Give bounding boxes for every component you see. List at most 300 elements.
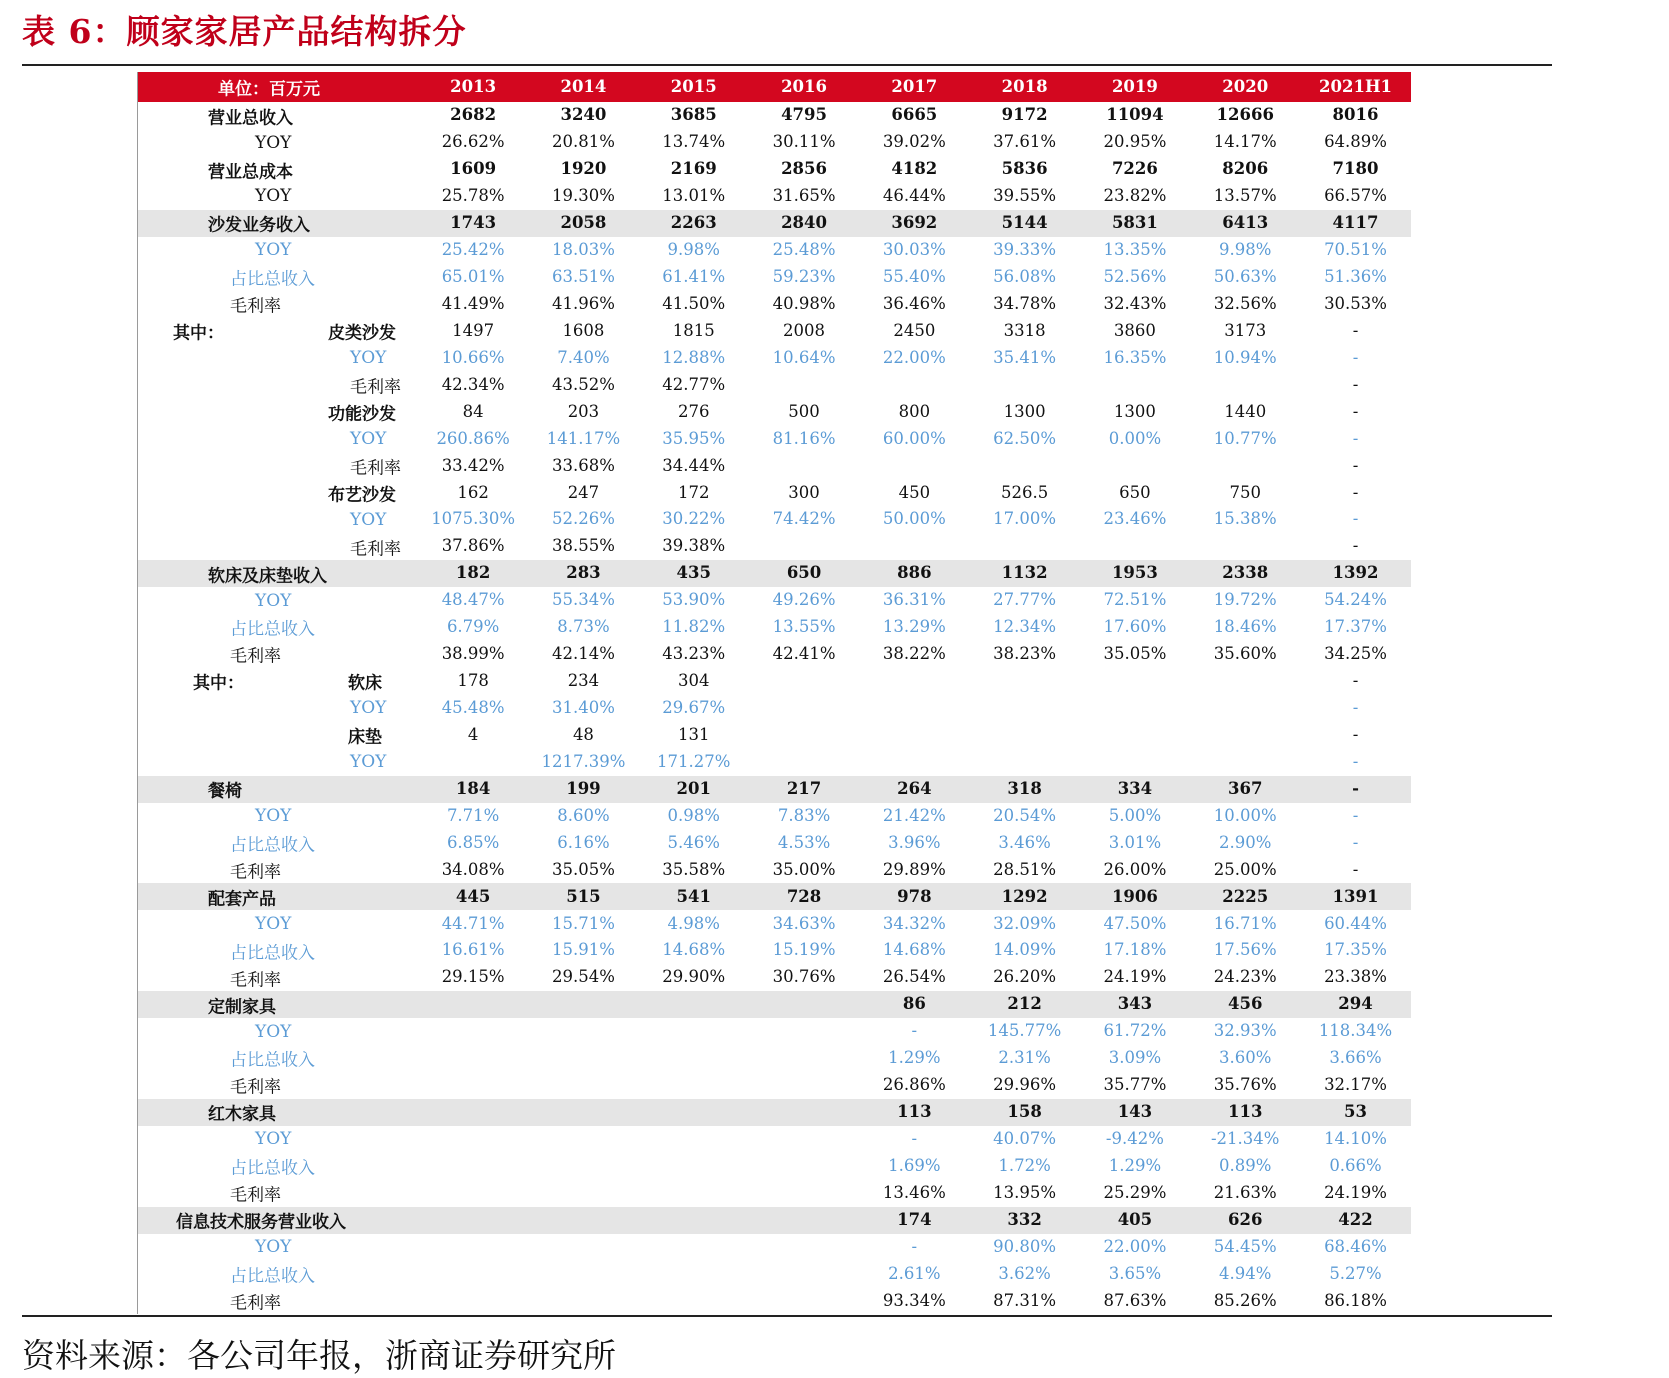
table-row	[138, 156, 1411, 183]
value-cell: 118.34%	[1318, 1021, 1393, 1041]
value-cell: 5836	[1001, 159, 1048, 179]
value-cell: 55.34%	[551, 590, 615, 610]
value-cell: 42.77%	[662, 374, 726, 394]
value-cell: 13.57%	[1213, 186, 1277, 206]
value-cell: 54.45%	[1213, 1236, 1277, 1256]
value-cell: 42.41%	[772, 644, 836, 664]
row-label: 毛利率	[350, 377, 401, 398]
value-cell: 2.90%	[1219, 832, 1272, 852]
value-cell: 0.98%	[667, 805, 720, 825]
value-cell: 46.44%	[882, 186, 946, 206]
value-cell: 64.89%	[1324, 132, 1387, 152]
row-label-cell	[138, 856, 418, 883]
value-cell: 15.71%	[551, 913, 615, 933]
table-caption: 表 6：顾家家居产品结构拆分	[22, 12, 467, 51]
value-cell: 182	[455, 563, 491, 583]
value-cell: 32.93%	[1213, 1021, 1277, 1041]
row-label: 床垫	[348, 727, 382, 748]
value-cell: 10.66%	[441, 347, 505, 367]
value-cell: 70.51%	[1324, 240, 1387, 260]
value-cell: 12.88%	[662, 347, 726, 367]
row-label-cell	[138, 318, 418, 345]
row-label-cell	[138, 695, 418, 722]
value-cell: 2.31%	[998, 1048, 1051, 1068]
value-cell: 11094	[1106, 105, 1164, 125]
value-cell: 41.49%	[441, 293, 505, 313]
value-cell: 541	[676, 886, 711, 906]
table-body	[138, 72, 1411, 1314]
value-cell: -	[1352, 374, 1359, 394]
value-cell: 456	[1228, 994, 1263, 1014]
value-cell: 515	[566, 886, 601, 906]
table-row	[138, 237, 1411, 264]
row-label-cell	[138, 533, 418, 560]
value-cell: 86.18%	[1324, 1290, 1387, 1310]
header-year-cell: 2015	[670, 76, 717, 96]
value-cell: 6413	[1222, 213, 1269, 233]
value-cell: 34.32%	[882, 913, 946, 933]
value-cell: 201	[676, 778, 711, 798]
row-label-cell	[138, 183, 418, 210]
value-cell: 29.96%	[993, 1075, 1057, 1095]
table-row	[138, 1072, 1411, 1099]
row-label-cell	[138, 102, 418, 129]
row-label-cell	[138, 668, 418, 695]
value-cell: 6.16%	[557, 832, 610, 852]
table-row	[138, 291, 1411, 318]
row-label-cell	[138, 1018, 418, 1045]
value-cell: 60.44%	[1324, 913, 1387, 933]
value-cell: -	[1352, 698, 1359, 717]
value-cell: 1075.30%	[431, 509, 516, 529]
row-label: 软床及床垫收入	[208, 566, 327, 587]
header-year-cell: 2019	[1111, 76, 1158, 96]
value-cell: -	[1352, 832, 1359, 852]
value-cell: 3.62%	[998, 1263, 1051, 1283]
value-cell: 4182	[891, 159, 938, 179]
value-cell: 9.98%	[1219, 240, 1272, 260]
table-row	[138, 776, 1411, 803]
value-cell: 35.05%	[1103, 644, 1167, 664]
value-cell: 12666	[1216, 105, 1274, 125]
value-cell: 20.81%	[551, 132, 615, 152]
value-cell: -	[911, 1021, 918, 1041]
row-label: 占比总收入	[230, 619, 315, 640]
value-cell: 3.01%	[1108, 832, 1162, 852]
value-cell: 42.14%	[551, 644, 615, 664]
value-cell: 1815	[672, 320, 715, 340]
row-label: 毛利率	[230, 970, 281, 991]
value-cell: 1497	[452, 320, 495, 340]
value-cell: 23.38%	[1324, 967, 1387, 987]
header-unit-label: 单位：百万元	[218, 79, 320, 100]
value-cell: 35.60%	[1213, 644, 1277, 664]
value-cell: 35.95%	[662, 428, 726, 448]
table-row	[138, 829, 1411, 856]
value-cell: 217	[786, 778, 822, 798]
value-cell: 750	[1229, 482, 1261, 502]
value-cell: -	[1352, 401, 1359, 421]
table-row	[138, 345, 1411, 372]
value-cell: 16.35%	[1103, 347, 1167, 367]
table-row	[138, 883, 1411, 910]
value-cell: -	[1352, 536, 1359, 556]
value-cell: -	[1352, 482, 1359, 502]
table-row	[138, 210, 1411, 237]
value-cell: 247	[567, 482, 600, 502]
value-cell: 113	[897, 1102, 932, 1122]
row-label-cell	[138, 1260, 418, 1287]
table-row	[138, 1153, 1411, 1180]
value-cell: 5.46%	[667, 832, 720, 852]
value-cell: 158	[1007, 1102, 1042, 1122]
value-cell: 30.53%	[1324, 293, 1387, 313]
row-label: 毛利率	[230, 1293, 281, 1314]
value-cell: 86	[902, 994, 926, 1014]
value-cell: 3173	[1224, 320, 1267, 340]
value-cell: 38.55%	[551, 536, 615, 556]
row-label-cell	[138, 345, 418, 372]
row-label: YOY	[255, 186, 292, 207]
row-label-cell	[138, 1126, 418, 1153]
value-cell: 1.29%	[1108, 1155, 1162, 1175]
value-cell: 1292	[1001, 886, 1048, 906]
row-label: YOY	[255, 1129, 292, 1150]
value-cell: 87.31%	[993, 1290, 1057, 1310]
value-cell: 30.76%	[772, 967, 836, 987]
row-label: YOY	[255, 806, 292, 826]
row-label: 营业总成本	[208, 162, 293, 182]
value-cell: 17.56%	[1213, 940, 1277, 960]
value-cell: 15.38%	[1213, 509, 1277, 529]
value-cell: 1.72%	[998, 1155, 1051, 1175]
value-cell: -	[911, 1236, 918, 1256]
value-cell: 25.42%	[441, 240, 505, 260]
source-note: 资料来源：各公司年报，浙商证券研究所	[22, 1336, 616, 1375]
value-cell: 203	[567, 401, 600, 421]
value-cell: 5144	[1001, 213, 1048, 233]
value-cell: 61.41%	[662, 267, 726, 286]
row-label-cell	[138, 291, 418, 318]
table-row	[138, 264, 1411, 291]
value-cell: 29.54%	[551, 967, 615, 987]
value-cell: 10.77%	[1213, 428, 1277, 448]
value-cell: 1392	[1332, 563, 1379, 583]
value-cell: 50.63%	[1213, 267, 1277, 286]
value-cell: 17.00%	[993, 509, 1057, 529]
value-cell: 34.63%	[772, 913, 836, 933]
value-cell: 178	[457, 671, 489, 691]
value-cell: 450	[898, 482, 931, 502]
value-cell: 4.98%	[667, 913, 720, 933]
value-cell: 1.29%	[888, 1048, 941, 1068]
value-cell: 304	[677, 671, 710, 691]
row-label: YOY	[350, 348, 387, 369]
table-row	[138, 1260, 1411, 1287]
row-label: YOY	[350, 698, 387, 719]
table-row	[138, 1018, 1411, 1045]
row-label-cell	[138, 829, 418, 856]
value-cell: 2225	[1222, 886, 1269, 906]
value-cell: 650	[1119, 482, 1151, 502]
value-cell: 66.57%	[1324, 186, 1387, 206]
value-cell: 212	[1007, 994, 1042, 1014]
value-cell: 5.00%	[1108, 805, 1162, 825]
value-cell: 31.65%	[772, 186, 836, 206]
value-cell: 25.29%	[1103, 1182, 1167, 1202]
row-label: YOY	[350, 752, 387, 773]
table-row	[138, 937, 1411, 964]
value-cell: 22.00%	[1103, 1236, 1167, 1256]
value-cell: 36.31%	[882, 590, 946, 610]
value-cell: 54.24%	[1324, 590, 1387, 610]
row-label: 占比总收入	[230, 835, 315, 856]
value-cell: -	[1352, 724, 1359, 744]
header-year-cell: 2013	[450, 76, 497, 96]
value-cell: 276	[677, 401, 710, 421]
table-row	[138, 1126, 1411, 1153]
row-label-cell	[138, 749, 418, 776]
row-label: 红木家具	[208, 1104, 276, 1125]
row-group-prefix: 其中：	[173, 323, 224, 344]
table-row	[138, 560, 1411, 587]
value-cell: 33.42%	[441, 455, 505, 475]
value-cell: 1.69%	[888, 1155, 941, 1175]
value-cell: 18.46%	[1213, 617, 1277, 637]
row-label-cell	[138, 641, 418, 668]
row-label-cell	[138, 910, 418, 937]
value-cell: 2840	[781, 213, 827, 233]
value-cell: 47.50%	[1103, 913, 1167, 933]
table-row	[138, 991, 1411, 1018]
table-row	[138, 641, 1411, 668]
table-row	[138, 1045, 1411, 1072]
value-cell: 25.48%	[772, 240, 836, 260]
value-cell: 39.02%	[882, 132, 946, 152]
row-label: 占比总收入	[230, 1266, 315, 1287]
table-row	[138, 318, 1411, 345]
value-cell: 16.61%	[441, 940, 505, 960]
table-row	[138, 964, 1411, 991]
value-cell: 40.07%	[993, 1129, 1057, 1148]
value-cell: 30.03%	[882, 240, 946, 260]
table-row	[138, 533, 1411, 560]
value-cell: 1920	[560, 159, 607, 179]
value-cell: 24.19%	[1324, 1182, 1387, 1202]
table-row	[138, 1099, 1411, 1126]
table-row	[138, 749, 1411, 776]
row-label: 占比总收入	[230, 1050, 315, 1071]
value-cell: 36.46%	[882, 293, 946, 313]
value-cell: 32.43%	[1103, 293, 1167, 313]
value-cell: 2338	[1222, 563, 1269, 583]
product-structure-table	[137, 72, 1411, 1314]
value-cell: 3240	[560, 105, 607, 125]
table-row	[138, 1287, 1411, 1314]
value-cell: 17.35%	[1324, 940, 1387, 960]
value-cell: 8016	[1332, 105, 1379, 125]
value-cell: -	[1352, 859, 1359, 879]
value-cell: 61.72%	[1103, 1021, 1167, 1041]
value-cell: 3860	[1113, 320, 1156, 340]
value-cell: 29.90%	[662, 967, 726, 987]
value-cell: 38.22%	[882, 644, 946, 664]
value-cell: 35.41%	[993, 347, 1057, 367]
table-row	[138, 1234, 1411, 1261]
row-label: YOY	[255, 1237, 292, 1257]
header-year-cell: 2017	[891, 76, 938, 96]
value-cell: 2263	[670, 213, 717, 233]
row-label-cell	[138, 883, 418, 910]
value-cell: 3685	[670, 105, 717, 125]
value-cell: 26.20%	[993, 967, 1057, 987]
value-cell: 39.33%	[993, 240, 1057, 260]
value-cell: 39.55%	[993, 186, 1057, 206]
value-cell: 63.51%	[551, 267, 615, 286]
row-label: YOY	[255, 913, 292, 934]
value-cell: 14.10%	[1324, 1129, 1387, 1148]
value-cell: 3.09%	[1108, 1048, 1162, 1068]
value-cell: 5831	[1111, 213, 1158, 233]
value-cell: -	[1352, 751, 1359, 771]
row-label: 占比总收入	[230, 943, 315, 964]
value-cell: 7180	[1332, 159, 1379, 179]
row-label-cell	[138, 803, 418, 830]
value-cell: 7.83%	[777, 805, 831, 825]
value-cell: 13.55%	[772, 617, 836, 637]
value-cell: 32.17%	[1324, 1075, 1387, 1095]
table-row	[138, 614, 1411, 641]
value-cell: 62.50%	[993, 428, 1057, 448]
value-cell: 1608	[562, 320, 605, 340]
row-label-cell	[138, 506, 418, 533]
value-cell: 9.98%	[667, 240, 720, 260]
value-cell: 113	[1228, 1102, 1263, 1122]
row-label-cell	[138, 1153, 418, 1180]
value-cell: 143	[1117, 1102, 1153, 1122]
value-cell: 1906	[1111, 886, 1158, 906]
header-year-cell: 2016	[781, 76, 827, 96]
table-row	[138, 1207, 1411, 1234]
row-label: 功能沙发	[328, 404, 396, 425]
value-cell: 7.40%	[557, 347, 610, 367]
row-label: 毛利率	[230, 1185, 281, 1206]
value-cell: 2169	[670, 159, 717, 179]
value-cell: 2682	[450, 105, 497, 125]
value-cell: 3692	[891, 213, 938, 233]
value-cell: 5.27%	[1329, 1263, 1382, 1283]
value-cell: 48	[572, 724, 594, 744]
row-label-cell	[138, 614, 418, 641]
header-year-cell: 2020	[1222, 76, 1269, 96]
value-cell: 24.19%	[1103, 967, 1167, 987]
row-label-cell	[138, 776, 418, 803]
row-label-cell	[138, 964, 418, 991]
row-label: 布艺沙发	[328, 485, 396, 506]
value-cell: 10.00%	[1213, 805, 1277, 825]
value-cell: 43.52%	[551, 374, 615, 394]
value-cell: 3.46%	[998, 832, 1051, 852]
value-cell: 40.98%	[772, 293, 836, 313]
top-rule	[22, 64, 1552, 66]
table-row	[138, 722, 1411, 749]
value-cell: 4117	[1332, 213, 1379, 233]
row-label-cell	[138, 425, 418, 452]
value-cell: -	[1352, 347, 1359, 367]
value-cell: 172	[677, 482, 710, 502]
value-cell: 500	[788, 401, 820, 421]
value-cell: 44.71%	[441, 913, 505, 933]
value-cell: 52.56%	[1103, 267, 1167, 286]
table-row	[138, 183, 1411, 210]
row-label-cell	[138, 560, 418, 587]
value-cell: 30.11%	[772, 132, 836, 152]
table-row	[138, 102, 1411, 129]
table-row	[138, 372, 1411, 399]
value-cell: 10.94%	[1213, 347, 1277, 367]
header-unit-cell	[138, 72, 418, 102]
table-row	[138, 425, 1411, 452]
value-cell: 445	[455, 886, 491, 906]
value-cell: -	[1352, 509, 1359, 529]
value-cell: 52.26%	[551, 509, 615, 529]
value-cell: 25.78%	[441, 186, 505, 206]
table-row	[138, 587, 1411, 614]
table-row	[138, 1180, 1411, 1207]
value-cell: -	[911, 1129, 918, 1148]
value-cell: 4.94%	[1219, 1263, 1272, 1283]
table-row	[138, 856, 1411, 883]
row-label-cell	[138, 1045, 418, 1072]
value-cell: 56.08%	[993, 267, 1057, 286]
value-cell: 35.00%	[772, 859, 836, 879]
value-cell: 2856	[781, 159, 827, 179]
value-cell: 2.61%	[888, 1263, 941, 1283]
value-cell: 14.68%	[882, 940, 946, 960]
value-cell: 50.00%	[882, 509, 946, 529]
value-cell: 20.95%	[1103, 132, 1167, 152]
value-cell: 422	[1338, 1209, 1373, 1229]
value-cell: 34.08%	[441, 859, 505, 879]
row-label: 毛利率	[350, 458, 401, 479]
value-cell: -	[1352, 428, 1359, 448]
row-label-cell	[138, 937, 418, 964]
row-label: 占比总收入	[230, 269, 315, 290]
header-year-cell: 2018	[1001, 76, 1048, 96]
row-label: 配套产品	[208, 889, 276, 910]
value-cell: 29.15%	[441, 967, 505, 987]
value-cell: 0.66%	[1329, 1155, 1382, 1175]
value-cell: 21.42%	[882, 805, 946, 825]
table-row	[138, 398, 1411, 425]
row-label-cell	[138, 1234, 418, 1261]
value-cell: 11.82%	[662, 617, 726, 637]
value-cell: 48.47%	[441, 590, 505, 610]
table-row	[138, 452, 1411, 479]
value-cell: 26.00%	[1103, 859, 1167, 879]
value-cell: 264	[897, 778, 932, 798]
value-cell: 405	[1117, 1209, 1153, 1229]
value-cell: 367	[1228, 778, 1263, 798]
row-label: 定制家具	[208, 997, 276, 1018]
value-cell: 42.34%	[441, 374, 505, 394]
value-cell: 6.79%	[446, 617, 500, 637]
value-cell: 650	[786, 563, 822, 583]
table-row	[138, 506, 1411, 533]
row-label-cell	[138, 587, 418, 614]
value-cell: 35.05%	[551, 859, 615, 879]
value-cell: 23.82%	[1103, 186, 1167, 206]
